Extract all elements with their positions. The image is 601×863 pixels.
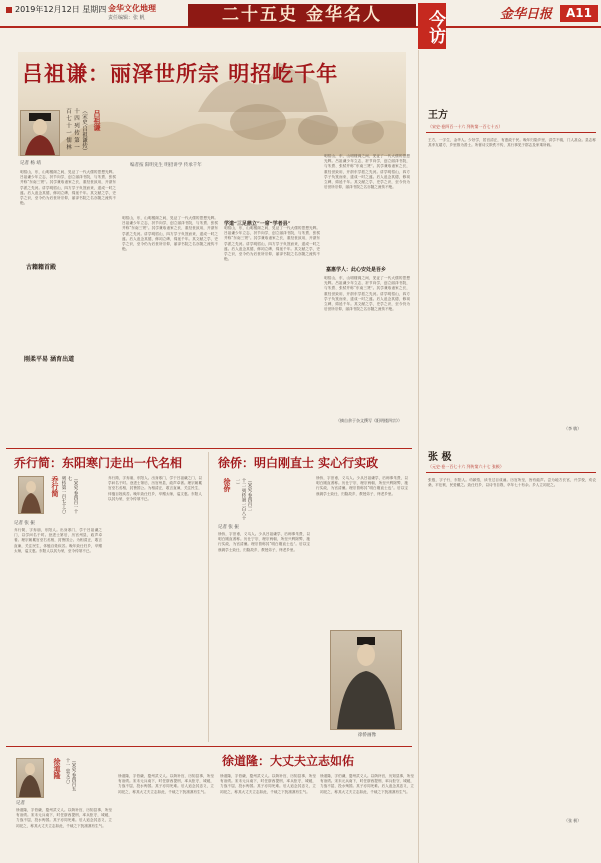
article-qiao-xingjian [0,452,204,744]
qiao-seal [60,476,78,516]
xuqiao-seal-line: 十二 列传第一百八十一） [235,478,246,520]
xudaolong-text: 徐道隆，字伯谦，婺州武义人。以荫补官，历知县事，所至有治绩。宋末元兵南下，时任浙西提刑，率兵拒守，城破，力战不屈，投水殉国。其子亦同死难。后人追念其忠义，立祠祀之，称其大丈夫立志如此，千载之下犹凛凛有生气。 [16,808,112,828]
lu-name-tag: 吕祖谦 [93,110,102,131]
xuqiao-seal-line: （宋史·卷四百二 [247,478,252,511]
xuqiao-title: 徐侨：明白刚直士 实心行实政 [218,456,379,470]
mid-rule [6,448,412,449]
xuqiao-seal [234,478,252,520]
lu-body-col3 [224,226,320,432]
lu-body-col4 [324,154,410,266]
xuqiao-byline: 记者 张 振 [218,525,239,530]
xudaolong-byline: 记者 [16,801,25,806]
xuqiao-text: 徐侨，字崇甫，义乌人。少从吕祖谦学，后师事朱熹，以明白刚直著称。历仕宁宗、理宗两朝，所至兴利除弊，施行实政，为官清廉。理宗曾称其“明白刚直士也”。后以宝谟阁学士致仕，归隐故乡，教授弟子，终老乡里。 [218,532,310,552]
lu-seal [64,108,88,158]
xuqiao-photo-caption: 徐侨画像 [358,733,376,738]
lu-body-text: 明招山，东，山明楼阁之间，见证了一代大儒的思想光辉。吕祖谦少年立志，折节向学，创立丽泽书院，与朱熹、张栻并称“东南三贤”。其学兼取诸家之长，重经世致用，开浙东学派之先河。讲学明招山，四方学子负笈而来，遂成一时之盛。后人追念其德，修祠立碑，绵延千年。其文献之学，史学之识，至今仍为后世所宗仰，丽泽书院之名亦随之流传不绝。 [224,226,320,262]
lu-body-text: 明招山，东，山明楼阁之间，见证了一代大儒的思想光辉。吕祖谦少年立志，折节向学，创立丽泽书院，与朱熹、张栻并称“东南三贤”。其学兼取诸家之长，重经世致用，开浙东学派之先河。讲学明招山，四方学子负笈而来，遂成一时之盛。后人追念其德，修祠立碑，绵延千年。其文献之学，史学之识，至今仍为后世所宗仰，丽泽书院之名亦随之流传不绝。 [20,170,116,206]
portrait-figure [21,111,59,155]
xudaolong-figure [17,759,43,797]
date-bullet-icon [6,7,12,13]
lu-body-text: 明招山，东，山明楼阁之间，见证了一代大儒的思想光辉。吕祖谦少年立志，折节向学，创立丽泽书院，与朱熹、张栻并称“东南三贤”。其学兼取诸家之长，重经世致用，开浙东学派之先河。讲学明招山，四方学子负笈而来，遂成一时之盛。后人追念其德，修祠立碑，绵延千年。其文献之学，史学之识，至今仍为后世所宗仰，丽泽书院之名亦随之流传不绝。 [324,276,410,312]
article-xu-daolong [0,750,416,863]
subhead-3: 学道“三足鼎立”一席“学者县” [224,221,291,227]
xudaolong-body-col4 [320,774,414,860]
xudaolong-text: 徐道隆，字伯谦，婺州武义人。以荫补官，历知县事，所至有治绩。宋末元兵南下，时任浙西提刑，率兵拒守，城破，力战不屈，投水殉国。其子亦同死难。后人追念其忠义，立祠祀之，称其大丈夫立志如此，千载之下犹凛凛有生气。 [220,774,316,794]
lu-seal-line: （宋史·吕祖谦传） [81,108,87,154]
xuqiao-portrait [330,630,402,730]
qiao-body-col1 [14,528,102,742]
subhead-4: 嘉惠学人：此心安处是吾乡 [326,267,387,273]
lead-title: 吕祖谦：丽泽世所宗 明招屹千年 [22,62,339,86]
masthead [0,0,601,44]
qiao-portrait [18,476,44,514]
sub-brand: 金华文化地理 [108,4,156,13]
xudaolong-text: 徐道隆，字伯谦，婺州武义人。以荫补官，历知县事，所至有治绩。宋末元兵南下，时任浙西提刑，率兵拒守，城破，力战不屈，投水殉国。其子亦同死难。后人追念其忠义，立祠祀之，称其大丈夫立志如此，千载之下犹凛凛有生气。 [118,774,214,794]
article-rule [208,452,209,742]
sidebar-divider [426,472,596,473]
sidebar-rule [418,50,419,863]
sidebar-divider [426,132,596,133]
paper-name: 金华日报 [500,7,553,22]
zhangji-text: 张极，字子行，东阳人。幼颖悟，读书过目成诵。历官所至，皆有能声。尝为地方长官，兴学校，劝农桑，平讼狱，民爱戴之。致仕归乡，以诗书自娱，卒年七十有余。乡人立祠祀之。 [428,478,596,488]
page-number: A11 [560,5,598,22]
wangfang-tag: （宋史·卷四百一十六 列传第一百七十五） [428,124,503,129]
xudaolong-text: 徐道隆，字伯谦，婺州武义人。以荫补官，历知县事，所至有治绩。宋末元兵南下，时任浙西提刑，率兵拒守，城破，力战不屈，投水殉国。其子亦同死难。后人追念其忠义，立祠祀之，称其大丈夫立志如此，千载之下犹凛凛有生气。 [320,774,414,794]
editor-line: 责任编辑：张 帆 [108,15,145,21]
qiao-text: 乔行简，字寿朋，东阳人。出身寒门，学于吕祖谦之门，以学问名于时。登进士第后，历官州县，政声卓著。理宗朝累官至右丞相，封鲁国公。为相清正，敢言直谏，关注民生，体恤百姓疾苦。晚年致仕归乡，卒赠太师，谥文惠。东阳人以其为荣，至今传颂不已。 [108,476,202,501]
xuqiao-text: 徐侨，字崇甫，义乌人。少从吕祖谦学，后师事朱熹，以明白刚直著称。历仕宁宗、理宗两朝，所至兴利除弊，施行实政，为官清廉。理宗曾称其“明白刚直士也”。后以宝谟阁学士致仕，归隐故乡，教授弟子，终老乡里。 [316,476,408,496]
article-xu-qiao [208,452,414,744]
article-lu-zuqian [0,50,412,438]
lu-caption: 编者按 阳明先生 明招讲学 传承千年 [130,163,202,168]
zhangji-name: 张 极 [428,452,452,463]
wangfang-text: 王方，一字生，金华人。少好学，居官清正，有惠政于民。晚年归隐乡里，讲学不辍，门人甚众。县志称其孝友端方，乡里推为善士。所著诗文散佚不传，其行事见于郡志及家乘所载。 [428,138,596,148]
wangfang-credit: （李 敏） [564,426,582,431]
lu-body-col4b [324,276,410,416]
banner-title: 二十五史 金华名人 [188,4,416,27]
lu-body-text: 明招山，东，山明楼阁之间，见证了一代大儒的思想光辉。吕祖谦少年立志，折节向学，创立丽泽书院，与朱熹、张栻并称“东南三贤”。其学兼取诸家之长，重经世致用，开浙东学派之先河。讲学明招山，四方学子负笈而来，遂成一时之盛。后人追念其德，修祠立碑，绵延千年。其文献之学，史学之识，至今仍为后世所宗仰，丽泽书院之名亦随之流传不绝。 [122,216,218,252]
qiao-seal-line: 列传第一百七十六） [61,476,66,517]
xudaolong-name-tag: 徐道隆 [53,758,62,779]
date-line: 2019年12月12日 星期四 [15,5,107,14]
qiao-body-col2 [108,476,202,742]
xudaolong-body-col3 [220,774,316,860]
xuqiao-figure [331,631,401,729]
zhangji-credit: （张 极） [564,818,582,823]
wangfang-body [428,138,596,426]
xudaolong-portrait [16,758,44,798]
xudaolong-body-col1 [16,808,112,860]
lu-credit: （摘自余于杂文撰写《阳明楼四宗》） [336,418,402,423]
lu-body-col1 [20,170,116,432]
lu-byline: 记者 杨 靖 [20,161,41,166]
qiao-title: 乔行简：东阳寒门走出一代名相 [14,456,183,470]
jinfang-tag: 今访 [418,3,446,49]
xudaolong-seal [64,758,76,798]
xudaolong-seal-line: 十一 忠义六） [65,758,70,787]
lu-body-text: 明招山，东，山明楼阁之间，见证了一代大儒的思想光辉。吕祖谦少年立志，折节向学，创立丽泽书院，与朱熹、张栻并称“东南三贤”。其学兼取诸家之长，重经世致用，开浙东学派之先河。讲学明招山，四方学子负笈而来，遂成一时之盛。后人追念其德，修祠立碑，绵延千年。其文献之学，史学之识，至今仍为后世所宗仰，丽泽书院之名亦随之流传不绝。 [324,154,410,190]
subhead-1: 古籍籍首殿 [26,264,57,271]
xuqiao-body-col1 [218,532,310,740]
xudaolong-title: 徐道隆：大丈夫立志如佑 [222,754,355,768]
qiao-name-tag: 乔行简 [51,476,60,497]
zhangji-body [428,478,596,818]
xuqiao-body-col2 [316,476,408,626]
lu-zuqian-portrait [20,110,60,156]
qiao-byline: 记者 张 振 [14,521,35,526]
subhead-2: 刚柔平易 涵育出道 [24,356,75,363]
zhangji-tag: （元史·卷一百七十六 列传第六十七 张极） [428,464,504,469]
lu-body-col2 [122,216,218,432]
qiao-seal-line: （宋史·卷四百一十七 [67,476,78,514]
xuqiao-name-tag: 徐侨 [223,478,232,492]
lu-seal-line: 百 七 十 一 儒 林 [65,108,71,150]
xudaolong-seal-line: （宋史·卷四百五 [71,758,76,791]
xudaolong-body-col2 [118,774,214,860]
wangfang-name: 王方 [428,110,448,121]
qiao-figure [19,477,43,513]
sidebar [418,50,601,863]
qiao-text: 乔行简，字寿朋，东阳人。出身寒门，学于吕祖谦之门，以学问名于时。登进士第后，历官州县，政声卓著。理宗朝累官至右丞相，封鲁国公。为相清正，敢言直谏，关注民生，体恤百姓疾苦。晚年致仕归乡，卒赠太师，谥文惠。东阳人以其为荣，至今传颂不已。 [14,528,102,553]
bottom-rule [6,746,412,747]
lu-seal-line: 十 四 列 传 第 一 [73,108,79,150]
